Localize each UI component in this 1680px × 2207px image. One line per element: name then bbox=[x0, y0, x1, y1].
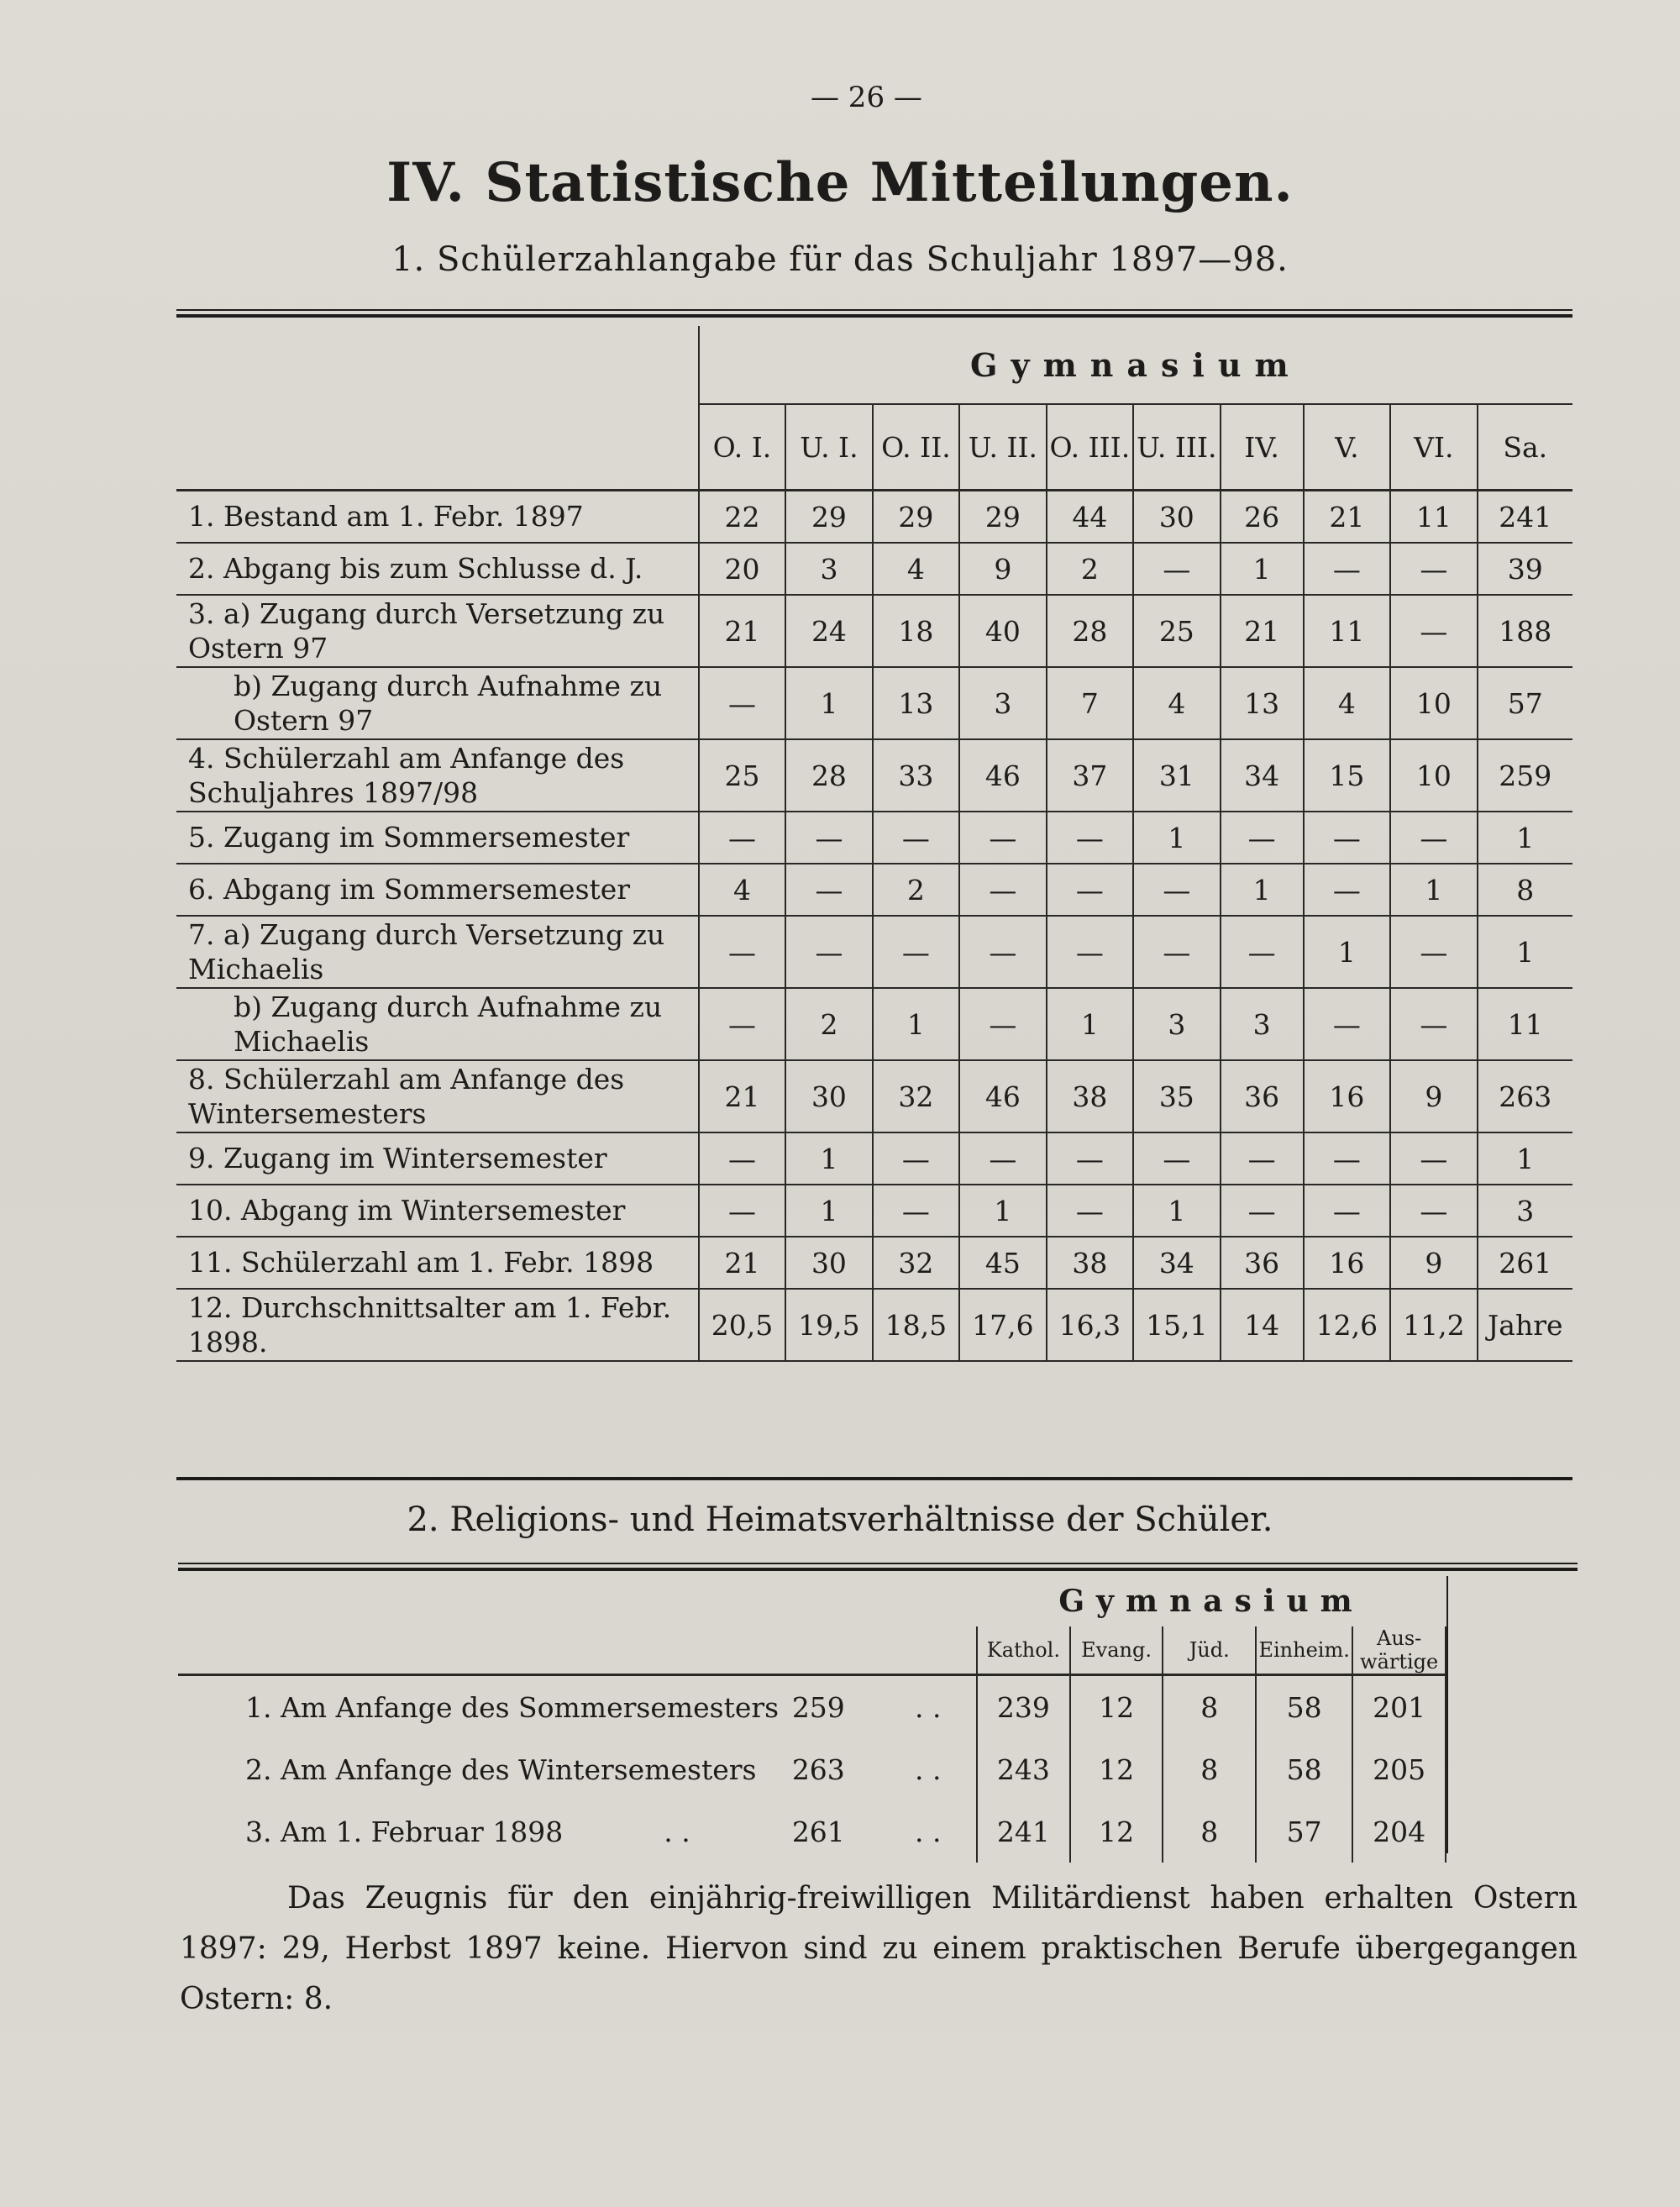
table-cell: 241 bbox=[1478, 491, 1572, 544]
table-cell: 16 bbox=[1304, 1237, 1390, 1289]
table-cell: 4 bbox=[1133, 667, 1220, 739]
section-1-title: 1. Schülerzahlangabe für das Schuljahr 1897—98. bbox=[391, 240, 1289, 279]
table-cell: — bbox=[785, 864, 872, 916]
row-label: 10. Abgang im Wintersemester bbox=[176, 1185, 699, 1237]
table-cell: 12 bbox=[1070, 1738, 1163, 1800]
table-cell: — bbox=[959, 1132, 1046, 1185]
table-cell: 34 bbox=[1221, 739, 1304, 812]
table-cell: 1 bbox=[785, 667, 872, 739]
column-header: O. III. bbox=[1047, 404, 1133, 491]
table-cell: 1 bbox=[959, 1185, 1046, 1237]
table-row bbox=[176, 988, 1572, 1060]
table-cell: — bbox=[1304, 1132, 1390, 1185]
table-cell: 201 bbox=[1352, 1675, 1446, 1739]
table-cell: — bbox=[1390, 812, 1477, 864]
table-cell: 241 bbox=[977, 1800, 1070, 1863]
table-row bbox=[176, 1185, 1572, 1237]
table-cell: 38 bbox=[1047, 1237, 1133, 1289]
row-total: 259 bbox=[791, 1690, 845, 1724]
table-cell: — bbox=[1221, 916, 1304, 988]
table-cell: 37 bbox=[1047, 739, 1133, 812]
column-header: Jüd. bbox=[1163, 1626, 1256, 1675]
table-cell: — bbox=[1133, 916, 1220, 988]
table-cell: 21 bbox=[1304, 491, 1390, 544]
table-cell: 1 bbox=[1133, 1185, 1220, 1237]
table-cell: 2 bbox=[873, 864, 959, 916]
row-label: b) Zugang durch Aufnahme zu Ostern 97 bbox=[176, 667, 699, 739]
table-cell: 12 bbox=[1070, 1675, 1163, 1739]
table-cell: 1 bbox=[1390, 864, 1477, 916]
table-cell: 32 bbox=[873, 1060, 959, 1132]
table-cell: — bbox=[959, 988, 1046, 1060]
table-row bbox=[178, 1675, 1446, 1739]
table-cell: 36 bbox=[1221, 1060, 1304, 1132]
table-row bbox=[176, 739, 1572, 812]
row-label-text: 2. Am Anfange des Wintersemesters bbox=[245, 1752, 757, 1786]
table-cell: 1 bbox=[873, 988, 959, 1060]
header-spacer bbox=[915, 1626, 977, 1675]
row-label: 11. Schülerzahl am 1. Febr. 1898 bbox=[176, 1237, 699, 1289]
page-title: IV. Statistische Mitteilungen. bbox=[386, 151, 1294, 214]
table-cell: 38 bbox=[1047, 1060, 1133, 1132]
table-cell: 39 bbox=[1478, 543, 1572, 595]
table-cell: 4 bbox=[1304, 667, 1390, 739]
table-row bbox=[178, 1800, 1446, 1863]
table-cell: — bbox=[699, 916, 785, 988]
leader-dots: . . bbox=[914, 1752, 942, 1786]
table-cell: 1 bbox=[1478, 916, 1572, 988]
table-cell: 28 bbox=[785, 739, 872, 812]
table2-bottom-line bbox=[1446, 1576, 1448, 1853]
row-total: 263 bbox=[791, 1752, 845, 1786]
table-cell: — bbox=[1304, 812, 1390, 864]
table-cell: 21 bbox=[699, 1060, 785, 1132]
table-cell: 261 bbox=[1478, 1237, 1572, 1289]
row-label: 4. Schülerzahl am Anfange des Schuljahres 1897/98 bbox=[176, 739, 699, 812]
table-cell: — bbox=[1304, 1185, 1390, 1237]
table-cell: 26 bbox=[1221, 491, 1304, 544]
table-row bbox=[176, 1132, 1572, 1185]
table-cell: — bbox=[1047, 916, 1133, 988]
table-cell: — bbox=[699, 1185, 785, 1237]
table-cell: — bbox=[1221, 1132, 1304, 1185]
table-cell: 18,5 bbox=[873, 1289, 959, 1361]
row-label: b) Zugang durch Aufnahme zu Michaelis bbox=[176, 988, 699, 1060]
table-cell: 35 bbox=[1133, 1060, 1220, 1132]
column-header: V. bbox=[1304, 404, 1390, 491]
table-cell: — bbox=[1133, 864, 1220, 916]
table-cell: — bbox=[873, 916, 959, 988]
table1-bottom-rule bbox=[176, 1477, 1572, 1480]
table-cell: 1 bbox=[1478, 1132, 1572, 1185]
table2-top-rule-thick bbox=[178, 1568, 1578, 1571]
header-spacer bbox=[178, 1626, 792, 1675]
table-cell: 13 bbox=[1221, 667, 1304, 739]
leader-dots: . . bbox=[664, 1815, 690, 1848]
table-cell: 11 bbox=[1304, 595, 1390, 667]
table-cell: — bbox=[1047, 1132, 1133, 1185]
table-cell: 1 bbox=[1478, 812, 1572, 864]
table-cell: — bbox=[785, 812, 872, 864]
table-cell: 34 bbox=[1133, 1237, 1220, 1289]
table-cell: — bbox=[959, 916, 1046, 988]
table-cell: 57 bbox=[1256, 1800, 1352, 1863]
table-cell: 58 bbox=[1256, 1738, 1352, 1800]
table-row bbox=[176, 916, 1572, 988]
student-count-table bbox=[176, 326, 1572, 1362]
table-cell: 4 bbox=[873, 543, 959, 595]
column-header: O. II. bbox=[873, 404, 959, 491]
table-cell: 1 bbox=[1221, 864, 1304, 916]
table2-top-rule-thin bbox=[178, 1563, 1578, 1564]
table-cell: — bbox=[1047, 864, 1133, 916]
table-cell: 204 bbox=[1352, 1800, 1446, 1863]
closing-paragraph: Das Zeugnis für den einjährig-freiwilligen Militärdienst haben erhalten Ostern 1897: 29, Herbst 1897 keine. Hiervon sind zu einem praktischen Berufe übergegangen Ostern: 8. bbox=[180, 1881, 1578, 2016]
table-cell: 11 bbox=[1478, 988, 1572, 1060]
table-cell: 8 bbox=[1478, 864, 1572, 916]
row-label-text: 3. Am 1. Februar 1898 bbox=[245, 1815, 564, 1848]
table-cell: — bbox=[1304, 988, 1390, 1060]
table-cell: 24 bbox=[785, 595, 872, 667]
section-2-title: 2. Religions- und Heimatsverhältnisse der Schüler. bbox=[407, 1500, 1273, 1539]
row-label: 9. Zugang im Wintersemester bbox=[176, 1132, 699, 1185]
table-cell: 263 bbox=[1478, 1060, 1572, 1132]
row-label-text: 1. Am Anfange des Sommersemesters bbox=[245, 1690, 780, 1724]
table-cell: 188 bbox=[1478, 595, 1572, 667]
table-cell: — bbox=[1221, 812, 1304, 864]
table-cell: 57 bbox=[1478, 667, 1572, 739]
column-header: Sa. bbox=[1478, 404, 1572, 491]
table-cell: 29 bbox=[785, 491, 872, 544]
table-cell: — bbox=[1390, 916, 1477, 988]
table-cell: 21 bbox=[699, 595, 785, 667]
religion-table bbox=[178, 1576, 1446, 1863]
table-cell: 28 bbox=[1047, 595, 1133, 667]
table-cell: 1 bbox=[1304, 916, 1390, 988]
table-cell: 10 bbox=[1390, 739, 1477, 812]
table-cell: — bbox=[873, 1185, 959, 1237]
table-cell: 18 bbox=[873, 595, 959, 667]
header-empty bbox=[178, 1576, 792, 1626]
table-cell: 36 bbox=[1221, 1237, 1304, 1289]
column-header: Aus-wärtige bbox=[1352, 1626, 1446, 1675]
table-cell: 30 bbox=[1133, 491, 1220, 544]
table-cell: 3 bbox=[959, 667, 1046, 739]
table-cell: — bbox=[785, 916, 872, 988]
row-total: 261 bbox=[791, 1815, 845, 1848]
table-cell: 205 bbox=[1352, 1738, 1446, 1800]
table-cell: 2 bbox=[1047, 543, 1133, 595]
top-rule-thick bbox=[176, 314, 1572, 318]
table-cell: 2 bbox=[785, 988, 872, 1060]
table-cell: 46 bbox=[959, 739, 1046, 812]
table-cell: 22 bbox=[699, 491, 785, 544]
table-cell: 31 bbox=[1133, 739, 1220, 812]
table-cell: 40 bbox=[959, 595, 1046, 667]
table-cell: 11 bbox=[1390, 491, 1477, 544]
table-cell: — bbox=[1221, 1185, 1304, 1237]
leader-dots: . . bbox=[914, 1815, 942, 1848]
table-row bbox=[176, 543, 1572, 595]
table-cell: 1 bbox=[1133, 812, 1220, 864]
row-label: 6. Abgang im Sommersemester bbox=[176, 864, 699, 916]
table-cell: 7 bbox=[1047, 667, 1133, 739]
table-cell: — bbox=[1133, 543, 1220, 595]
table-cell: 20,5 bbox=[699, 1289, 785, 1361]
row-label bbox=[178, 1675, 792, 1739]
table-cell: 15,1 bbox=[1133, 1289, 1220, 1361]
table-cell: 17,6 bbox=[959, 1289, 1046, 1361]
table-cell: — bbox=[1390, 988, 1477, 1060]
table-cell: 12,6 bbox=[1304, 1289, 1390, 1361]
table-row bbox=[176, 1060, 1572, 1132]
table-cell: 3 bbox=[1221, 988, 1304, 1060]
table-row bbox=[176, 491, 1572, 544]
table-cell: 21 bbox=[699, 1237, 785, 1289]
table-cell: — bbox=[699, 667, 785, 739]
column-header: Evang. bbox=[1070, 1626, 1163, 1675]
table-cell: 239 bbox=[977, 1675, 1070, 1739]
row-label: 1. Bestand am 1. Febr. 1897 bbox=[176, 491, 699, 544]
table-cell: 25 bbox=[699, 739, 785, 812]
table-cell: — bbox=[699, 1132, 785, 1185]
table-cell: 45 bbox=[959, 1237, 1046, 1289]
table-cell: 46 bbox=[959, 1060, 1046, 1132]
table-cell: 58 bbox=[1256, 1675, 1352, 1739]
table-cell: 25 bbox=[1133, 595, 1220, 667]
row-label bbox=[178, 1800, 792, 1863]
table-cell: — bbox=[959, 864, 1046, 916]
column-header: U. II. bbox=[959, 404, 1046, 491]
column-header: U. I. bbox=[785, 404, 872, 491]
table-cell: — bbox=[1133, 1132, 1220, 1185]
table-cell: 1 bbox=[785, 1185, 872, 1237]
table-cell: Jahre bbox=[1478, 1289, 1572, 1361]
header-empty-total bbox=[792, 1576, 915, 1626]
column-header: O. I. bbox=[699, 404, 785, 491]
group-header-gymnasium: Gymnasium bbox=[699, 326, 1572, 404]
document-page: — 26 — IV. Statistische Mitteilungen. 1. Schülerzahlangabe für das Schuljahr 1897—98. Gymnasium O. I. U. I. O. II. U. II. O. III. U. III. IV. V. VI. Sa. 1. Bestand am 1. Febr. 1897 22 29 29 29 44 30 26 21 11 241 2. Abgang bis zum Schlusse d. J. 20 3 4 9 2 — 1 — — 39 3. a) Zugang durch Versetzung zu Ostern 97 21 24 18 40 28 25 21 11 — 188 b) Zugang durch Aufnahme zu Ostern 97 — 1 13 3 7 4 13 4 10 57 4. Schülerzahl am Anfange des Schuljahres 1897/98 25 28 33 46 37 31 34 15 10 259 5. Zugang im Sommersemester — — — — — 1 — — — 1 6. Abgang im Sommersemester 4 — 2 — — — 1 — 1 8 7. a) Zugang durch Versetzung zu Michaelis — — — — — — — 1 — 1 b) Zugang durch Aufnahme zu Michaelis — 2 1 — 1 3 3 — — 11 8. Schülerzahl am Anfange des Wintersemesters 21 30 32 46 38 35 36 16 9 263 9. Zugang im Wintersemester — 1 — — — — — — — 1 10. Abgang im Wintersemester — 1 — 1 — 1 — — — 3 11. Schülerzahl am 1. Febr. 1898 21 30 32 45 38 34 36 16 9 261 12. Durchschnittsalter am 1. Febr. 1898. 20,5 19,5 18,5 17,6 16,3 15,1 14 12,6 11,2 Jahre 2. Religions- und Heimatsverhältnisse der Schüler. Gymnasium Kathol. Evang. Jüd. Einheim. Aus-wärtige 1. Am Anfange des Sommersemesters 259 . . 239 12 8 58 201 2. Am Anfange des Wintersemesters 263 . . 243 12 8 58 205 3. Am 1. Februar 1898 . . 261 . . 241 12 8 57 204 Das Zeugnis für den einjährig-freiwilligen Militärdienst haben erhalten Ostern 1897: 29, Herbst 1897 keine. Hiervon sind zu einem praktischen Berufe übergegangen Ostern: 8. bbox=[0, 0, 1680, 2207]
table-row bbox=[176, 1289, 1572, 1361]
column-header: IV. bbox=[1221, 404, 1304, 491]
table-cell: 1 bbox=[1221, 543, 1304, 595]
table-cell: 13 bbox=[873, 667, 959, 739]
table-cell: — bbox=[1390, 1132, 1477, 1185]
table-cell: 8 bbox=[1163, 1738, 1256, 1800]
top-rule-thin bbox=[176, 309, 1572, 311]
table-cell: 15 bbox=[1304, 739, 1390, 812]
table-cell: 29 bbox=[959, 491, 1046, 544]
table-cell: 32 bbox=[873, 1237, 959, 1289]
table-cell: 16 bbox=[1304, 1060, 1390, 1132]
table-cell: 243 bbox=[977, 1738, 1070, 1800]
table-cell: — bbox=[873, 1132, 959, 1185]
table-cell: 44 bbox=[1047, 491, 1133, 544]
table-row bbox=[176, 595, 1572, 667]
table-row bbox=[176, 667, 1572, 739]
row-label: 12. Durchschnittsalter am 1. Febr. 1898. bbox=[176, 1289, 699, 1361]
table-cell: — bbox=[699, 988, 785, 1060]
table-cell: 3 bbox=[785, 543, 872, 595]
row-label: 2. Abgang bis zum Schlusse d. J. bbox=[176, 543, 699, 595]
table-cell: — bbox=[1304, 864, 1390, 916]
row-label: 3. a) Zugang durch Versetzung zu Ostern 97 bbox=[176, 595, 699, 667]
table-cell: — bbox=[1047, 1185, 1133, 1237]
row-label: 5. Zugang im Sommersemester bbox=[176, 812, 699, 864]
table-cell: 10 bbox=[1390, 667, 1477, 739]
table-cell: 16,3 bbox=[1047, 1289, 1133, 1361]
header-empty-cell bbox=[176, 326, 699, 491]
table-cell: — bbox=[1047, 812, 1133, 864]
table-cell: 19,5 bbox=[785, 1289, 872, 1361]
header-spacer bbox=[792, 1626, 915, 1675]
row-label: 7. a) Zugang durch Versetzung zu Michaelis bbox=[176, 916, 699, 988]
column-header: Einheim. bbox=[1256, 1626, 1352, 1675]
table-cell: 4 bbox=[699, 864, 785, 916]
table-cell: — bbox=[1390, 595, 1477, 667]
table-cell: 30 bbox=[785, 1060, 872, 1132]
table-cell: 12 bbox=[1070, 1800, 1163, 1863]
table-row bbox=[176, 864, 1572, 916]
column-header: Kathol. bbox=[977, 1626, 1070, 1675]
table-cell: 9 bbox=[1390, 1237, 1477, 1289]
table-cell: 14 bbox=[1221, 1289, 1304, 1361]
table-cell: 30 bbox=[785, 1237, 872, 1289]
table-cell: — bbox=[699, 812, 785, 864]
header-empty-dots bbox=[915, 1576, 977, 1626]
table-cell: 21 bbox=[1221, 595, 1304, 667]
table-cell: 20 bbox=[699, 543, 785, 595]
table-cell: 3 bbox=[1478, 1185, 1572, 1237]
table-cell: 3 bbox=[1133, 988, 1220, 1060]
column-header: U. III. bbox=[1133, 404, 1220, 491]
row-label: 8. Schülerzahl am Anfange des Wintersemesters bbox=[176, 1060, 699, 1132]
table-cell: — bbox=[1304, 543, 1390, 595]
table-cell: 1 bbox=[785, 1132, 872, 1185]
table-cell: 9 bbox=[1390, 1060, 1477, 1132]
table-cell: — bbox=[873, 812, 959, 864]
table-row bbox=[176, 1237, 1572, 1289]
column-header: VI. bbox=[1390, 404, 1477, 491]
table-row bbox=[178, 1738, 1446, 1800]
table-cell: 8 bbox=[1163, 1675, 1256, 1739]
row-label bbox=[178, 1738, 792, 1800]
leader-dots: . . bbox=[914, 1690, 942, 1724]
table-cell: 8 bbox=[1163, 1800, 1256, 1863]
group-header-gymnasium-2: Gymnasium bbox=[1058, 1584, 1364, 1619]
table-cell: 29 bbox=[873, 491, 959, 544]
table-cell: — bbox=[1390, 543, 1477, 595]
table-cell: 9 bbox=[959, 543, 1046, 595]
table-cell: 11,2 bbox=[1390, 1289, 1477, 1361]
table-cell: — bbox=[959, 812, 1046, 864]
table-row bbox=[176, 812, 1572, 864]
table-cell: 1 bbox=[1047, 988, 1133, 1060]
table-cell: 259 bbox=[1478, 739, 1572, 812]
table-cell: 33 bbox=[873, 739, 959, 812]
table-cell: — bbox=[1390, 1185, 1477, 1237]
